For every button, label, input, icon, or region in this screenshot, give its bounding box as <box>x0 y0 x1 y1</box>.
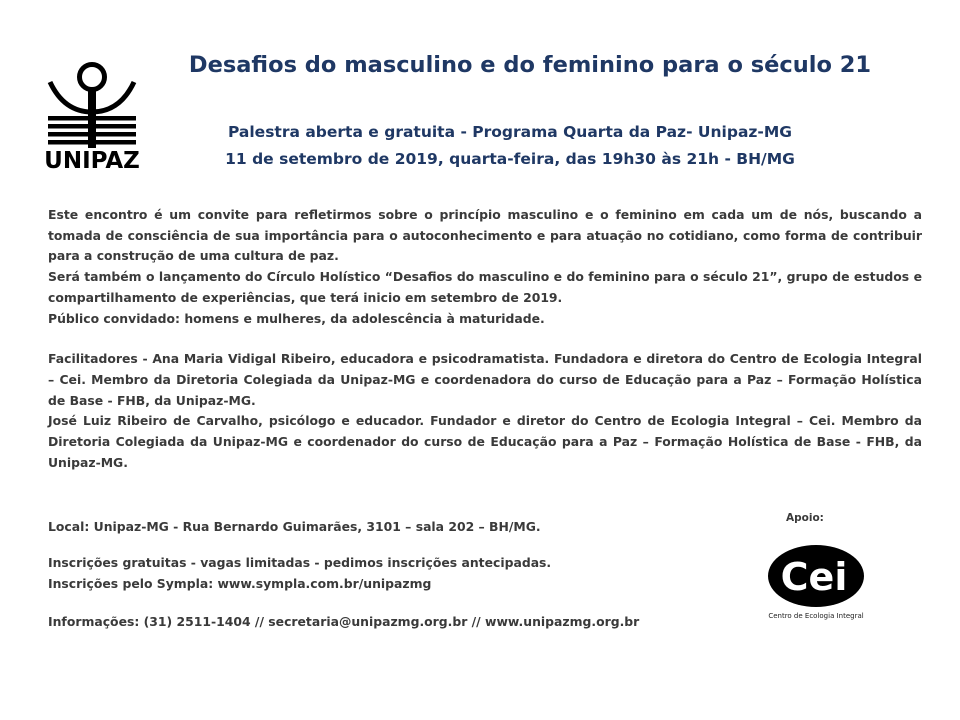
event-subtitle <box>160 119 860 173</box>
contact-info <box>48 612 748 633</box>
event-date-line: 11 de setembro de 2019, quarta-feira, das 19h30 às 21h - BH/MG <box>225 150 795 168</box>
registration-link-line: Inscrições pelo Sympla: www.sympla.com.br/unipazmg <box>48 575 432 591</box>
unipaz-logo-word: UNIPAZ <box>44 148 140 174</box>
description-paragraph: Será também o lançamento do Círculo Holístico “Desafios do masculino e do feminino para o século 21”, grupo de estudos e compartilhamento de experiências, que terá inicio em setembro de 2019. <box>48 269 922 305</box>
page-title: Desafios do masculino e do feminino para o século 21 <box>188 52 872 78</box>
unipaz-emblem-icon <box>44 60 140 150</box>
facilitator-paragraph: Facilitadores - Ana Maria Vidigal Ribeiro, educadora e psicodramatista. Fundadora e diretora do Centro de Ecologia Integral – Cei. Membro da Diretoria Colegiada da Unipaz-MG e coordenadora do curso de Educação para a Paz – Formação Holística de Base - FHB, da Unipaz-MG. <box>48 351 922 408</box>
event-location <box>48 517 748 538</box>
event-type-line: Palestra aberta e gratuita - Programa Quarta da Paz- Unipaz-MG <box>227 123 793 141</box>
contact-text: Informações: (31) 2511-1404 // secretaria@unipazmg.org.br // www.unipazmg.org.br <box>48 614 640 629</box>
cei-logo-subtitle: Centro de Ecologia Integral <box>768 612 864 620</box>
registration-info <box>48 553 748 594</box>
location-text: Local: Unipaz-MG - Rua Bernardo Guimarães, 3101 – sala 202 – BH/MG. <box>48 519 541 534</box>
description-paragraph: Este encontro é um convite para refletirmos sobre o princípio masculino e o feminino em cada um de nós, buscando a tomada de consciência de sua importância para o autoconhecimento e para atuação no cotidiano, como forma de contribuir para a construção de uma cultura de paz. <box>48 207 922 264</box>
unipaz-logo <box>44 60 140 178</box>
support-label: Apoio: <box>786 512 824 524</box>
description-paragraph: Público convidado: homens e mulheres, da adolescência à maturidade. <box>48 310 545 326</box>
cei-logo-word: Cei <box>780 555 848 599</box>
facilitator-paragraph: José Luiz Ribeiro de Carvalho, psicólogo e educador. Fundador e diretor do Centro de Ecologia Integral – Cei. Membro da Diretoria Colegiada da Unipaz-MG e coordenador do curso de Educação para a Paz – Formação Holística de Base - FHB, da Unipaz-MG. <box>48 413 922 470</box>
registration-line: Inscrições gratuitas - vagas limitadas - pedimos inscrições antecipadas. <box>48 555 552 570</box>
event-description <box>48 205 922 473</box>
